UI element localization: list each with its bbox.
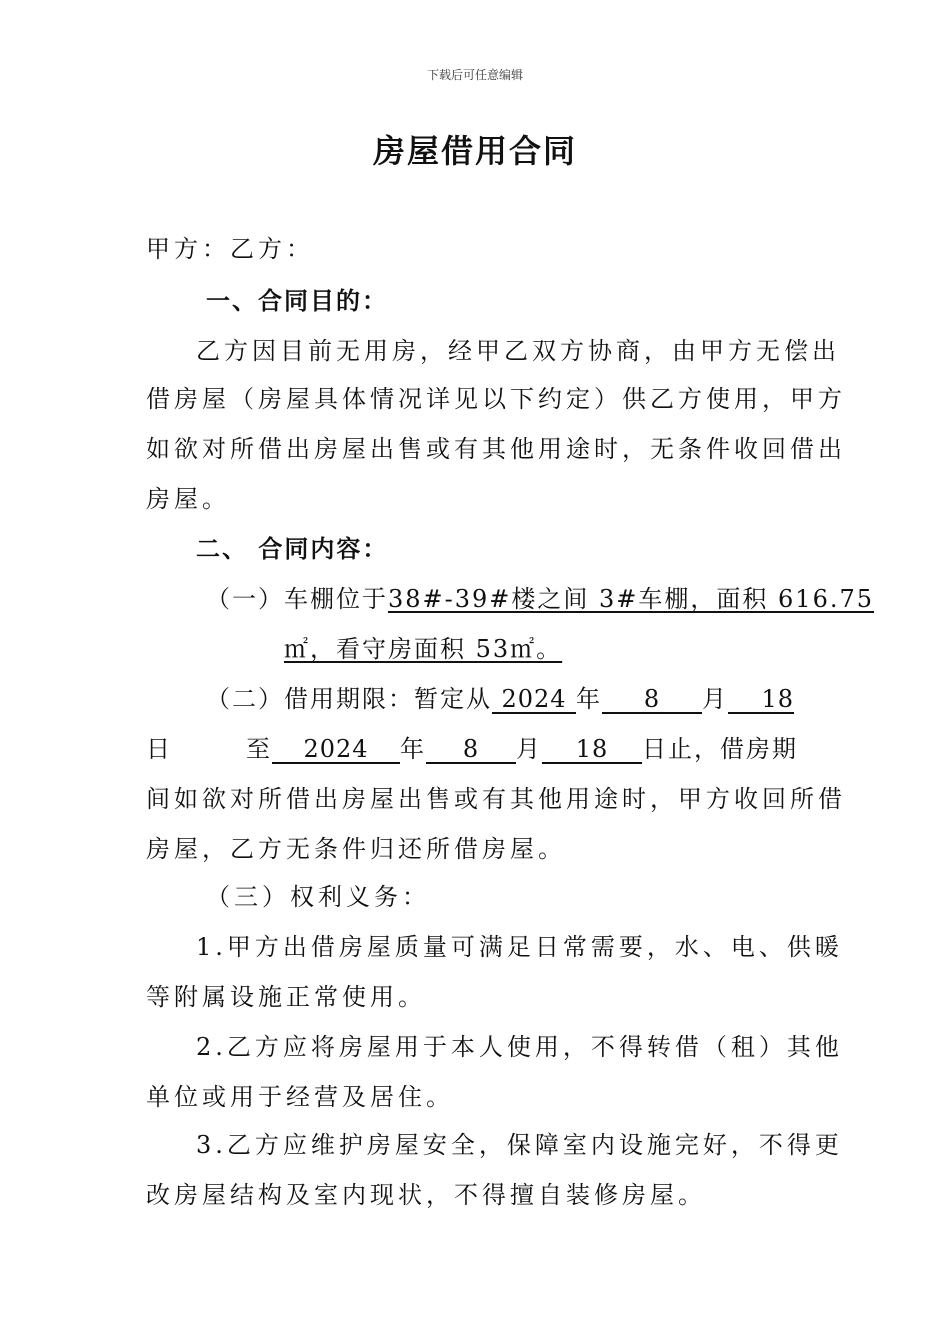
parties-line: 甲方：乙方： xyxy=(146,235,314,263)
section1-line: 如欲对所借出房屋出售或有其他用途时，无条件收回借出 xyxy=(146,435,846,463)
item1-area-underlined: ㎡，看守房面积 53㎡。 xyxy=(284,635,563,663)
contract-title: 房屋借用合同 xyxy=(372,132,577,170)
start-month-field: 8 xyxy=(602,686,702,714)
item1-line1 xyxy=(206,584,874,614)
header-note: 下载后可任意编辑 xyxy=(426,68,523,82)
year-label: 年 xyxy=(576,685,602,713)
section1-line: 借房屋（房屋具体情况详见以下约定）供乙方使用，甲方 xyxy=(146,385,846,413)
end-suffix: 日止，借房期 xyxy=(642,735,798,763)
clause-line: 3.乙方应维护房屋安全，保障室内设施完好，不得更 xyxy=(196,1131,843,1159)
item2-line1 xyxy=(206,684,794,714)
clause-line: 单位或用于经营及居住。 xyxy=(146,1083,454,1111)
clause-line: 1.甲方出借房屋质量可满足日常需要，水、电、供暖 xyxy=(196,933,843,961)
year-label: 年 xyxy=(400,735,426,763)
item2-line: 间如欲对所借出房屋出售或有其他用途时，甲方收回所借 xyxy=(146,785,846,813)
clause-line: 改房屋结构及室内现状，不得擅自装修房屋。 xyxy=(146,1181,706,1209)
to-label: 至 xyxy=(246,735,272,763)
section1-heading: 一、合同目的： xyxy=(206,287,388,315)
item3-heading: （三）权利义务： xyxy=(206,883,430,911)
item1-location-underlined: 38#-39#楼之间 3#车棚，面积 616.75 xyxy=(388,585,875,613)
end-month-field: 8 xyxy=(426,736,516,764)
item1-line2 xyxy=(284,634,562,664)
end-day-field: 18 xyxy=(542,736,642,764)
section1-line: 房屋。 xyxy=(146,485,230,513)
start-day-field: 18 xyxy=(728,686,794,714)
section2-heading: 二、 合同内容： xyxy=(196,535,389,563)
item2-prefix: （二）借用期限：暂定从 xyxy=(206,685,492,713)
item2-line2 xyxy=(146,734,798,764)
clause-line: 等附属设施正常使用。 xyxy=(146,983,426,1011)
clause-line: 2.乙方应将房屋用于本人使用，不得转借（租）其他 xyxy=(196,1033,843,1061)
day-label: 日 xyxy=(146,735,172,763)
start-year-field: 2024 xyxy=(492,686,576,714)
section1-line: 乙方因目前无用房，经甲乙双方协商，由甲方无偿出 xyxy=(196,337,840,365)
month-label: 月 xyxy=(702,685,728,713)
month-label: 月 xyxy=(516,735,542,763)
item2-line: 房屋，乙方无条件归还所借房屋。 xyxy=(146,835,566,863)
end-year-field: 2024 xyxy=(272,736,400,764)
item1-prefix: （一）车棚位于 xyxy=(206,585,388,613)
